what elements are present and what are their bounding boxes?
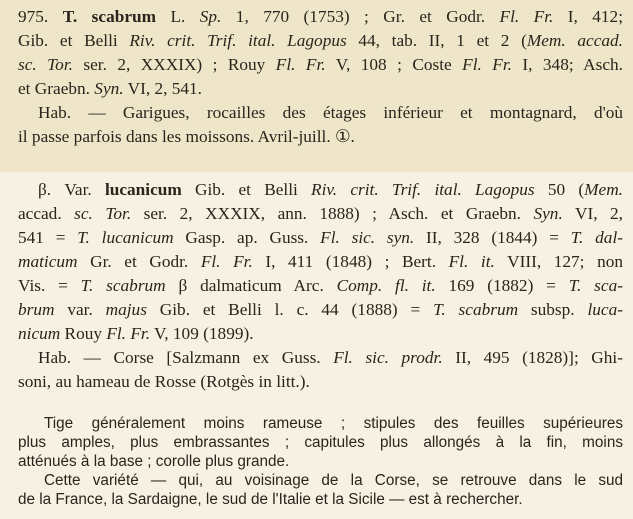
variety-habitat-line: Hab. — Corse [Salzmann ex Guss. Fl. sic. prodr. II, 495 (1828)]; Ghi- (38, 348, 623, 367)
description-notes (18, 414, 623, 509)
variety-line: Vis. = T. scabrum β dalmaticum Arc. Comp. fl. it. 169 (1882) = T. sca- (18, 276, 623, 295)
entry-line: 975. T. scabrum L. Sp. 1, 770 (1753) ; Gr. et Godr. Fl. Fr. I, 412; (18, 7, 624, 26)
entry-line: sc. Tor. ser. 2, XXXIX) ; Rouy Fl. Fr. V, 108 ; Coste Fl. Fr. I, 348; Asch. (18, 55, 623, 74)
note-line: de la France, la Sardaigne, le sud de l'Italie et la Sicile — est à rechercher. (18, 491, 523, 508)
variety-habitat-line: soni, au hameau de Rosse (Rotgès in litt.). (18, 372, 310, 391)
variety-line: maticum Gr. et Godr. Fl. Fr. I, 411 (1848) ; Bert. Fl. it. VIII, 127; non (18, 252, 623, 271)
entry-habitat-line: Hab. — Garigues, rocailles des étages inférieur et montagnard, d'où (38, 103, 623, 122)
species-entry (18, 5, 623, 149)
note-line: Cette variété — qui, au voisinage de la Corse, se retrouve dans le sud (44, 472, 623, 489)
note-line: Tige généralement moins rameuse ; stipules des feuilles supérieures (44, 415, 623, 432)
variety-entry (18, 178, 623, 394)
variety-line: accad. sc. Tor. ser. 2, XXXIX, ann. 1888) ; Asch. et Graebn. Syn. VI, 2, (18, 204, 623, 223)
variety-line: nicum Rouy Fl. Fr. V, 109 (1899). (18, 324, 254, 343)
variety-line: 541 = T. lucanicum Gasp. ap. Guss. Fl. sic. syn. II, 328 (1844) = T. dal- (18, 228, 623, 247)
variety-line: β. Var. lucanicum Gib. et Belli Riv. crit. Trif. ital. Lagopus 50 (Mem. (38, 180, 623, 199)
entry-habitat-line: il passe parfois dans les moissons. Avril-juill. ①. (18, 127, 355, 146)
note-line: atténués à la base ; corolle plus grande. (18, 453, 290, 470)
note-line: plus amples, plus embrassantes ; capitules plus allongés à la fin, moins (18, 434, 623, 451)
variety-line: brum var. majus Gib. et Belli l. c. 44 (1888) = T. scabrum subsp. luca- (18, 300, 623, 319)
entry-line: et Graebn. Syn. VI, 2, 541. (18, 79, 202, 98)
entry-line: Gib. et Belli Riv. crit. Trif. ital. Lagopus 44, tab. II, 1 et 2 (Mem. accad. (18, 31, 623, 50)
